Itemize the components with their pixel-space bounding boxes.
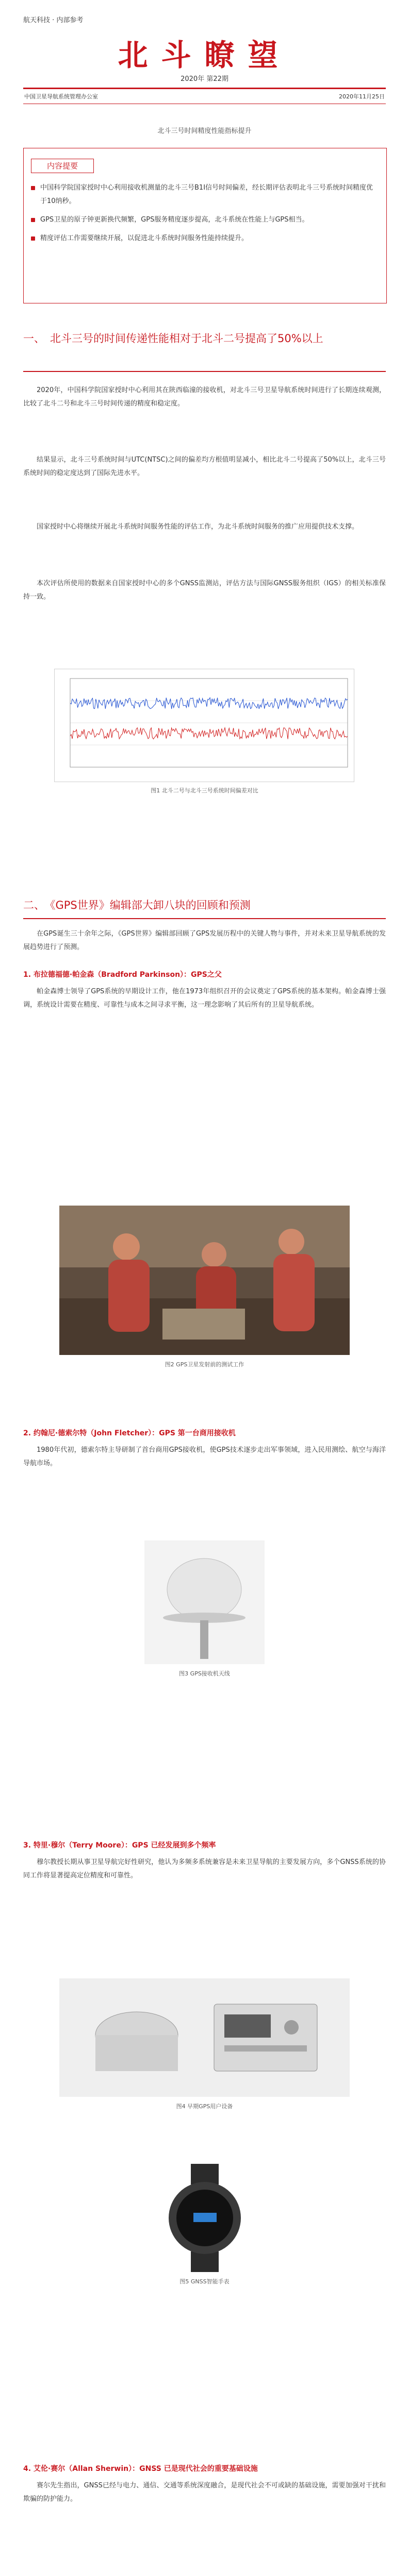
photo-equipment bbox=[59, 1978, 350, 2097]
person-heading: 2. 约翰尼·德索尔特（John Fletcher）：GPS 第一台商用接收机 bbox=[23, 1429, 236, 1437]
paragraph: 帕金森博士领导了GPS系统的早期设计工作，他在1973年组织召开的会议奠定了GPS系统的基本架构。帕金森博士强调，系统设计需要在精度、可靠性与成本之间寻求平衡，这一理念影响了其后所有的卫星导航系统。 bbox=[23, 988, 386, 1009]
article-title: 北斗三号时间精度性能指标提升 bbox=[157, 127, 252, 135]
section-number: 一、 bbox=[23, 332, 45, 345]
photo-antenna bbox=[144, 1540, 265, 1664]
paragraph: 1980年代初，德索尔特主导研制了首台商用GPS接收机，使GPS技术逐步走出军事领域，进入民用测绘、航空与海洋导航市场。 bbox=[23, 1446, 386, 1467]
person-heading: 4. 艾伦·赛尔（Allan Sherwin）：GNSS 已是现代社会的重要基础设施 bbox=[23, 2465, 258, 2473]
bullet-icon bbox=[31, 186, 35, 190]
section-1-header bbox=[23, 330, 386, 376]
section-number: 二、 bbox=[23, 899, 45, 911]
summary-heading: 内容提要 bbox=[31, 159, 94, 173]
summary-box bbox=[23, 148, 387, 303]
issue-number: 2020年 第22期 bbox=[181, 75, 228, 83]
bullet-icon bbox=[31, 236, 35, 241]
newsletter-header bbox=[23, 0, 386, 118]
publisher: 中国卫星导航系统管理办公室 bbox=[24, 93, 98, 100]
section-2-header bbox=[23, 896, 386, 917]
section-title: 《GPS世界》编辑部大卸八块的回顾和预测 bbox=[50, 899, 251, 911]
figure-caption: 图4 早期GPS用户设备 bbox=[176, 2103, 233, 2110]
watch-art bbox=[157, 2164, 252, 2272]
header-bar bbox=[23, 88, 386, 104]
equipment-art bbox=[59, 1978, 350, 2097]
newsletter-title: 北斗瞭望 bbox=[118, 38, 291, 73]
paragraph: 在GPS诞生三十余年之际，《GPS世界》编辑部回顾了GPS发展历程中的关键人物与事件，并对未来卫星导航系统的发展趋势进行了预测。 bbox=[23, 930, 386, 951]
paragraph: 穆尔教授长期从事卫星导航完好性研究，他认为多频多系统兼容是未来卫星导航的主要发展方向，多个GNSS系统的协同工作将显著提高定位精度和可靠性。 bbox=[23, 1858, 386, 1879]
figure-caption: 图1 北斗二号与北斗三号系统时间偏差对比 bbox=[151, 787, 258, 794]
person-heading: 1. 布拉德福德·帕金森（Bradford Parkinson）：GPS之父 bbox=[23, 971, 222, 979]
series-line-0 bbox=[70, 698, 348, 709]
paragraph: 赛尔先生指出，GNSS已经与电力、通信、交通等系统深度融合，是现代社会不可或缺的基础设施，需要加强对干扰和欺骗的防护能力。 bbox=[23, 2482, 386, 2503]
bullet-icon bbox=[31, 218, 35, 222]
figure-caption: 图2 GPS卫星发射前的测试工作 bbox=[165, 1361, 244, 1368]
series-line-1 bbox=[70, 728, 348, 739]
figure-caption: 图3 GPS接收机天线 bbox=[179, 1670, 230, 1677]
photo-workers-art bbox=[59, 1206, 350, 1355]
summary-item: 精度评估工作需要继续开展，以促进北斗系统时间服务性能持续提升。 bbox=[40, 232, 375, 245]
figure-caption: 图5 GNSS智能手表 bbox=[179, 2278, 230, 2285]
summary-list bbox=[40, 181, 375, 250]
antenna-art bbox=[144, 1540, 265, 1664]
paragraph: 国家授时中心将继续开展北斗系统时间服务性能的评估工作，为北斗系统时间服务的推广应用提供技术支撑。 bbox=[37, 523, 359, 531]
paragraph: 2020年，中国科学院国家授时中心利用其在陕西临潼的接收机，对北斗三号卫星导航系统时间进行了长期连续观测，比较了北斗二号和北斗三号时间传递的精度和稳定度。 bbox=[23, 386, 386, 408]
section-divider bbox=[23, 918, 386, 919]
paragraph: 结果显示，北斗三号系统时间与UTC(NTSC)之间的偏差均方根值明显减小，相比北斗二号提高了50%以上，北斗三号系统时间的稳定度达到了国际先进水平。 bbox=[23, 456, 386, 477]
publish-date: 2020年11月25日 bbox=[339, 93, 385, 100]
header-label: 航天科技 · 内部参考 bbox=[23, 16, 84, 24]
section-divider bbox=[23, 371, 386, 372]
paragraph: 本次评估所使用的数据来自国家授时中心的多个GNSS监测站，评估方法与国际GNSS服务组织（IGS）的相关标准保持一致。 bbox=[23, 580, 386, 601]
chart-canvas bbox=[55, 669, 354, 782]
summary-item: 中国科学院国家授时中心利用接收机测量的北斗三号B1I信号时间偏差，经长期评估表明北斗三号系统时间精度优于10纳秒。 bbox=[40, 181, 375, 208]
section-title: 北斗三号的时间传递性能相对于北斗二号提高了50%以上 bbox=[50, 332, 323, 345]
person-heading: 3. 特里·穆尔（Terry Moore）：GPS 已经发展到多个频率 bbox=[23, 1841, 216, 1850]
photo-watch bbox=[157, 2164, 252, 2272]
photo-workers bbox=[59, 1206, 350, 1355]
time-offset-chart bbox=[54, 669, 354, 782]
summary-item: GPS卫星的原子钟更新换代频繁，GPS服务精度逐步提高，北斗系统在性能上与GPS相当。 bbox=[40, 213, 375, 227]
